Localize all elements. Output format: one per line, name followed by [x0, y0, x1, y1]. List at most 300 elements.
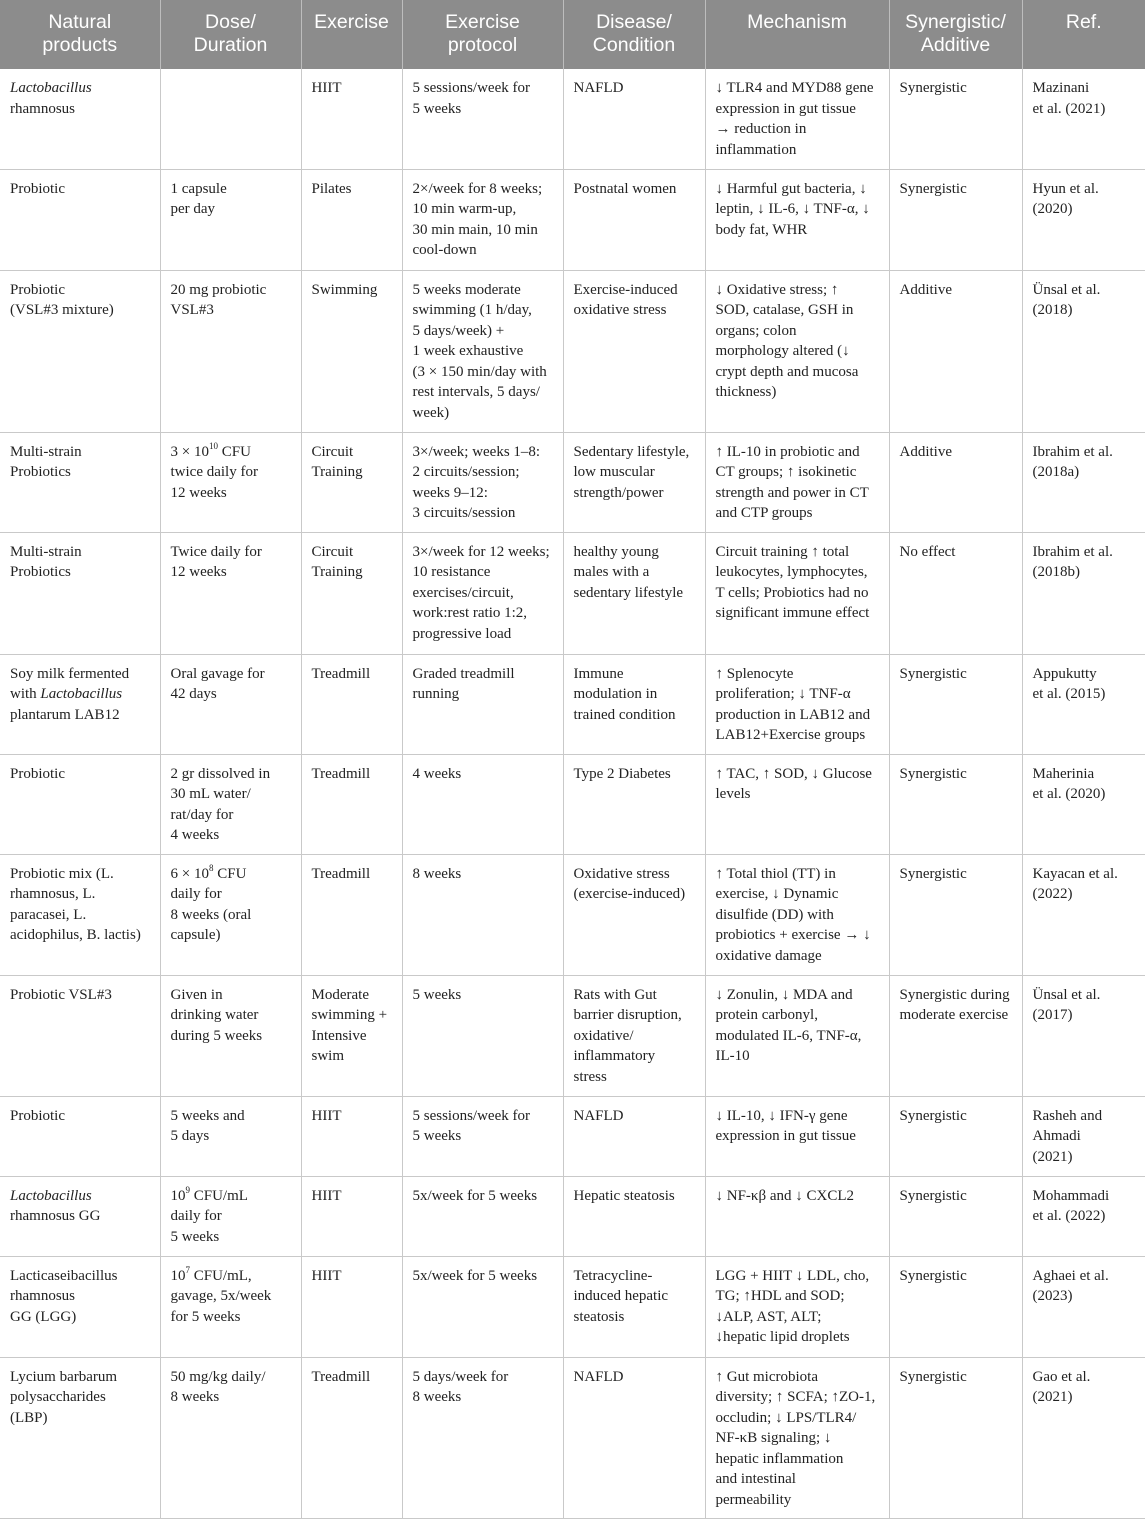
cell-text: Probiotic	[10, 281, 65, 298]
cell-text: induced hepatic	[573, 1288, 669, 1305]
cell-dose-duration	[160, 854, 301, 975]
cell-line	[716, 1428, 881, 1449]
cell-line	[171, 1307, 293, 1328]
cell-natural-products	[0, 654, 160, 754]
cell-line	[171, 300, 293, 321]
cell-line	[716, 1005, 881, 1026]
cell-text: Ünsal et al.	[1032, 281, 1101, 298]
cell-text: rhamnosus GG	[10, 1208, 101, 1225]
cell-exercise	[301, 854, 402, 975]
cell-text: GG (LGG)	[10, 1308, 77, 1325]
cell-mechanism	[705, 1256, 889, 1357]
cell-mechanism	[705, 1176, 889, 1256]
cell-mechanism	[705, 975, 889, 1096]
cell-text: (2023)	[1032, 1288, 1073, 1305]
cell-dose-duration	[160, 169, 301, 270]
cell-line	[312, 1367, 394, 1388]
cell-text: occludin; ↓ LPS/TLR4/	[715, 1409, 857, 1426]
cell-disease-condition	[563, 69, 705, 169]
cell-mechanism	[705, 532, 889, 654]
cell-natural-products	[0, 754, 160, 854]
cell-line	[716, 784, 881, 805]
cell-text: ↓ Zonulin, ↓ MDA and	[715, 986, 853, 1003]
cell-text: TG; ↑HDL and SOD;	[715, 1288, 845, 1305]
cell-text: Multi-strain	[10, 443, 82, 460]
cell-text: Synergistic during	[899, 986, 1010, 1003]
cell-text: protein carbonyl,	[715, 1007, 818, 1024]
cell-mechanism	[705, 1096, 889, 1176]
cell-mechanism	[705, 654, 889, 754]
cell-line	[10, 864, 152, 885]
cell-text: Synergistic	[899, 180, 967, 197]
cell-line	[171, 925, 293, 946]
cell-text: running	[412, 686, 460, 703]
cell-text: et al. (2020)	[1032, 786, 1106, 803]
cell-text: 5 sessions/week for	[412, 80, 530, 96]
header-line: Mechanism	[747, 11, 847, 33]
cell-synergistic-additive	[889, 1176, 1022, 1256]
cell-text: HIIT	[311, 1107, 342, 1124]
cell-dose-duration	[160, 270, 301, 432]
cell-text: Probiotics	[10, 564, 71, 581]
cell-text: Aghaei et al.	[1032, 1267, 1109, 1284]
cell-text: Multi-strain	[10, 543, 82, 560]
cell-text: Exercise-induced	[573, 281, 678, 298]
cell-text: 8 weeks	[412, 1389, 462, 1406]
cell-exercise-protocol	[402, 854, 563, 975]
cell-text: Gao et al.	[1032, 1368, 1091, 1385]
cell-line	[413, 1106, 555, 1127]
cell-line	[10, 705, 152, 726]
cell-line	[413, 562, 555, 583]
cell-line	[574, 300, 697, 321]
table-row	[0, 754, 1145, 854]
cell-exercise-protocol	[402, 169, 563, 270]
cell-dose-duration	[160, 754, 301, 854]
cell-text: Pilates	[311, 180, 352, 197]
cell-text: polysaccharides	[10, 1389, 106, 1406]
cell-text: Lycium barbarum	[10, 1368, 118, 1385]
cell-text: Sedentary lifestyle,	[573, 443, 690, 460]
cell-line	[716, 664, 881, 685]
cell-line	[1033, 664, 1138, 685]
cell-text: exercise, ↓ Dynamic	[715, 886, 839, 903]
cell-line	[1033, 462, 1138, 483]
cell-line	[574, 1046, 697, 1067]
cell-ref	[1022, 854, 1145, 975]
cell-line	[900, 1367, 1014, 1388]
cell-text: CFU	[213, 865, 247, 882]
cell-line	[171, 462, 293, 483]
cell-disease-condition	[563, 270, 705, 432]
cell-line	[312, 280, 394, 301]
cell-exercise	[301, 975, 402, 1096]
cell-text: SOD, catalase, GSH in	[715, 302, 854, 319]
table-row	[0, 432, 1145, 532]
cell-text: 5 days/week for	[412, 1368, 509, 1385]
cell-line	[171, 1106, 293, 1127]
cell-text: 8 weeks (oral	[170, 906, 252, 923]
cell-line	[413, 362, 555, 383]
cell-dose-duration	[160, 432, 301, 532]
cell-exercise-protocol	[402, 270, 563, 432]
cell-text: 3 × 10	[170, 443, 209, 460]
cell-text: 1 week exhaustive	[412, 343, 524, 360]
cell-text: swimming (1 h/day,	[412, 302, 532, 319]
cell-text: capsule)	[170, 927, 221, 944]
cell-text: Moderate	[311, 986, 369, 1003]
italic-text: Lactobacillus	[10, 1187, 92, 1204]
cell-text: 5x/week for 5 weeks	[412, 1267, 538, 1284]
cell-text: Graded treadmill	[412, 665, 515, 682]
cell-mechanism	[705, 754, 889, 854]
cell-line	[716, 1106, 881, 1127]
cell-line	[574, 1106, 697, 1127]
cell-line	[900, 764, 1014, 785]
cell-text: leptin, ↓ IL-6, ↓ TNF-α, ↓	[715, 201, 870, 218]
cell-text: CFU/mL	[190, 1187, 248, 1204]
cell-text: (exercise-induced)	[573, 886, 686, 903]
cell-line	[413, 382, 555, 403]
cell-line	[312, 542, 394, 563]
cell-line	[413, 624, 555, 645]
cell-text: organs; colon	[715, 322, 797, 339]
cell-line	[413, 503, 555, 524]
cell-text: Postnatal women	[573, 180, 677, 197]
cell-text: Rasheh and	[1032, 1107, 1103, 1124]
cell-line	[900, 179, 1014, 200]
cell-mechanism	[705, 270, 889, 432]
cell-text: per day	[170, 201, 216, 218]
cell-line	[312, 764, 394, 785]
cell-text: Treadmill	[311, 765, 371, 782]
cell-text: plantarum LAB12	[10, 706, 120, 723]
cell-text: ↓ Oxidative stress; ↑	[715, 281, 839, 298]
cell-line	[1033, 99, 1138, 120]
cell-line	[413, 1367, 555, 1388]
cell-line	[716, 1307, 881, 1328]
cell-line	[574, 1367, 697, 1388]
cell-exercise-protocol	[402, 975, 563, 1096]
cell-line	[716, 280, 881, 301]
cell-text: 8 weeks	[412, 865, 462, 882]
cell-text: 30 min main, 10 min	[412, 221, 538, 238]
cell-line	[716, 199, 881, 220]
cell-line	[574, 179, 697, 200]
cell-mechanism	[705, 854, 889, 975]
cell-text: hepatic inflammation	[715, 1450, 844, 1467]
cell-line	[574, 864, 697, 885]
cell-text: (LBP)	[10, 1409, 48, 1426]
cell-text: 5 weeks and	[170, 1107, 245, 1124]
cell-text: barrier disruption,	[573, 1007, 682, 1024]
cell-text: Lacticaseibacillus	[10, 1267, 118, 1284]
cell-line	[716, 220, 881, 241]
cell-dose-duration	[160, 1096, 301, 1176]
cell-line	[574, 1067, 697, 1088]
header-line: Additive	[920, 34, 991, 56]
cell-text: significant immune effect	[715, 605, 870, 622]
cell-exercise	[301, 1357, 402, 1518]
cell-line	[716, 1327, 881, 1348]
cell-text: stress	[573, 1068, 607, 1085]
cell-text: Probiotic VSL#3	[10, 986, 112, 1003]
cell-dose-duration	[160, 532, 301, 654]
cell-text: diversity; ↑ SCFA; ↑ZO-1,	[715, 1389, 876, 1406]
cell-line	[900, 664, 1014, 685]
cell-line	[574, 664, 697, 685]
cell-line	[413, 1186, 555, 1207]
cell-text: Immune	[573, 665, 624, 682]
cell-disease-condition	[563, 169, 705, 270]
cell-ref	[1022, 1096, 1145, 1176]
cell-line	[900, 864, 1014, 885]
cell-disease-condition	[563, 1357, 705, 1518]
cell-text: for 5 weeks	[170, 1308, 241, 1325]
cell-text: and CTP groups	[715, 505, 813, 522]
cell-disease-condition	[563, 1176, 705, 1256]
cell-text: 5 days	[170, 1128, 210, 1145]
cell-text: ↓ALP, AST, ALT;	[715, 1308, 822, 1325]
cell-line	[413, 220, 555, 241]
cell-line	[10, 280, 152, 301]
cell-line	[312, 1026, 394, 1047]
cell-text: ↓ IL-10, ↓ IFN-γ gene	[715, 1107, 848, 1124]
cell-text: (2018)	[1032, 302, 1073, 319]
cell-text: Intensive	[311, 1027, 367, 1044]
header-line: protocol	[447, 34, 518, 56]
cell-exercise-protocol	[402, 1176, 563, 1256]
italic-text: Lactobacillus	[10, 80, 92, 96]
cell-text: 5x/week for 5 weeks	[412, 1187, 538, 1204]
cell-text: Probiotics	[10, 464, 71, 481]
cell-line	[900, 1266, 1014, 1287]
cell-text: Ibrahim et al.	[1032, 543, 1113, 560]
cell-ref	[1022, 654, 1145, 754]
cell-text: crypt depth and mucosa	[715, 363, 859, 380]
cell-line	[716, 341, 881, 362]
cell-ref	[1022, 1256, 1145, 1357]
cell-text: oxidative/	[573, 1027, 634, 1044]
cell-line	[10, 884, 152, 905]
cell-dose-duration	[160, 1256, 301, 1357]
cell-ref	[1022, 169, 1145, 270]
cell-exercise-protocol	[402, 532, 563, 654]
cell-text: 10	[170, 1187, 186, 1204]
cell-text: NAFLD	[573, 1107, 624, 1124]
cell-text: thickness)	[715, 384, 777, 401]
cell-line	[10, 1106, 152, 1127]
cell-disease-condition	[563, 532, 705, 654]
cell-line	[10, 542, 152, 563]
cell-text: Treadmill	[311, 1368, 371, 1385]
cell-line	[574, 78, 697, 99]
cell-line	[171, 1026, 293, 1047]
cell-line	[413, 403, 555, 424]
cell-text: Probiotic	[10, 180, 65, 197]
cell-line	[10, 684, 152, 705]
cell-text: work:rest ratio 1:2,	[412, 605, 528, 622]
cell-text: 10 min warm-up,	[412, 201, 517, 218]
table-row	[0, 1256, 1145, 1357]
cell-text: production in LAB12 and	[715, 706, 871, 723]
cell-text: Swimming	[311, 281, 378, 298]
column-header-synergistic-additive	[889, 0, 1022, 69]
cell-text: swim	[311, 1048, 345, 1065]
cell-line	[716, 1286, 881, 1307]
cell-text: (2021)	[1032, 1389, 1073, 1406]
cell-line	[716, 925, 881, 946]
cell-line	[10, 764, 152, 785]
superscript-text: 10	[208, 440, 218, 451]
cell-line	[1033, 1367, 1138, 1388]
cell-synergistic-additive	[889, 854, 1022, 975]
cell-text: swimming +	[311, 1007, 388, 1024]
cell-text: 10 resistance	[412, 564, 491, 581]
cell-text: weeks 9–12:	[412, 484, 488, 501]
cell-text: NF-κB signaling; ↓	[715, 1430, 832, 1447]
cell-ref	[1022, 69, 1145, 169]
cell-line	[171, 1286, 293, 1307]
cell-text: 3 circuits/session	[412, 505, 516, 522]
cell-text: rhamnosus	[10, 100, 75, 117]
cell-text: exercises/circuit,	[412, 584, 514, 601]
cell-line	[413, 483, 555, 504]
cell-line	[413, 1387, 555, 1408]
cell-line	[716, 321, 881, 342]
cell-line	[574, 884, 697, 905]
cell-line	[574, 764, 697, 785]
cell-text: 12 weeks	[170, 564, 227, 581]
cell-text: acidophilus, B. lactis)	[10, 927, 141, 944]
cell-text: No effect	[899, 543, 956, 560]
cell-exercise	[301, 754, 402, 854]
cell-dose-duration	[160, 1357, 301, 1518]
cell-line	[312, 1005, 394, 1026]
cell-natural-products	[0, 1357, 160, 1518]
cell-line	[413, 603, 555, 624]
cell-text: ↑ Total thiol (TT) in	[715, 865, 836, 882]
cell-line	[574, 280, 697, 301]
cell-text: Rats with Gut	[573, 986, 657, 1003]
cell-line	[716, 946, 881, 967]
cell-disease-condition	[563, 754, 705, 854]
cell-ref	[1022, 975, 1145, 1096]
cell-text: Mohammadi	[1032, 1187, 1110, 1204]
table-row	[0, 69, 1145, 169]
cell-exercise-protocol	[402, 754, 563, 854]
cell-text: Oral gavage for	[170, 665, 265, 682]
cell-text: 12 weeks	[170, 484, 227, 501]
cell-natural-products	[0, 854, 160, 975]
cell-line	[171, 985, 293, 1006]
cell-line	[1033, 1286, 1138, 1307]
cell-text: Kayacan et al.	[1032, 865, 1118, 882]
cell-exercise-protocol	[402, 654, 563, 754]
cell-synergistic-additive	[889, 754, 1022, 854]
cell-line	[10, 925, 152, 946]
cell-text: (2018a)	[1032, 464, 1080, 481]
cell-text: 4 weeks	[412, 765, 462, 782]
cell-line	[900, 1106, 1014, 1127]
cell-line	[312, 1046, 394, 1067]
cell-line	[716, 1408, 881, 1429]
cell-text: 10	[170, 1267, 186, 1284]
cell-line	[171, 664, 293, 685]
cell-synergistic-additive	[889, 975, 1022, 1096]
cell-text: ↓ Harmful gut bacteria, ↓	[715, 180, 867, 197]
cell-dose-duration	[160, 69, 301, 169]
cell-line	[900, 542, 1014, 563]
cell-text: T cells; Probiotics had no	[715, 584, 869, 601]
cell-text: Type 2 Diabetes	[573, 765, 671, 782]
table-row	[0, 1176, 1145, 1256]
cell-natural-products	[0, 270, 160, 432]
cell-line	[171, 1387, 293, 1408]
header-line: Disease/	[596, 11, 672, 33]
cell-line	[171, 884, 293, 905]
cell-line	[716, 462, 881, 483]
cell-synergistic-additive	[889, 1256, 1022, 1357]
cell-line	[716, 905, 881, 926]
cell-natural-products	[0, 169, 160, 270]
cell-text: LGG + HIIT ↓ LDL, cho,	[715, 1267, 870, 1284]
cell-line	[10, 1408, 152, 1429]
table-row	[0, 654, 1145, 754]
cell-line	[716, 764, 881, 785]
cell-line	[10, 1186, 152, 1207]
cell-line	[312, 864, 394, 885]
cell-text: (2018b)	[1032, 564, 1080, 581]
cell-line	[312, 1186, 394, 1207]
cell-line	[574, 985, 697, 1006]
cell-text: Hyun et al.	[1032, 180, 1099, 197]
cell-line	[171, 764, 293, 785]
cell-text: Synergistic	[899, 865, 967, 882]
cell-line	[413, 864, 555, 885]
cell-text: healthy young	[573, 543, 659, 560]
cell-ref	[1022, 532, 1145, 654]
cell-text: rest intervals, 5 days/	[412, 384, 540, 401]
cell-text: Synergistic	[899, 1368, 967, 1385]
cell-line	[312, 985, 394, 1006]
cell-text: Synergistic	[899, 665, 967, 682]
cell-line	[716, 382, 881, 403]
cell-line	[716, 99, 881, 120]
cell-text: Probiotic	[10, 1107, 65, 1124]
cell-line	[171, 864, 293, 885]
cell-line	[716, 179, 881, 200]
cell-text: rat/day for	[170, 806, 234, 823]
cell-text: Mazinani	[1032, 80, 1090, 96]
cell-line	[1033, 884, 1138, 905]
cell-synergistic-additive	[889, 1096, 1022, 1176]
cell-line	[574, 684, 697, 705]
cell-text: Hepatic steatosis	[573, 1187, 675, 1204]
cell-dose-duration	[160, 975, 301, 1096]
cell-ref	[1022, 1176, 1145, 1256]
cell-text: daily for	[170, 1208, 222, 1225]
cell-line	[716, 725, 881, 746]
cell-line	[312, 1266, 394, 1287]
cell-line	[171, 1227, 293, 1248]
cell-line	[1033, 784, 1138, 805]
cell-line	[171, 542, 293, 563]
cell-synergistic-additive	[889, 532, 1022, 654]
cell-line	[171, 1266, 293, 1287]
cell-line	[413, 462, 555, 483]
cell-text: ↓ NF-κβ and ↓ CXCL2	[715, 1187, 855, 1204]
